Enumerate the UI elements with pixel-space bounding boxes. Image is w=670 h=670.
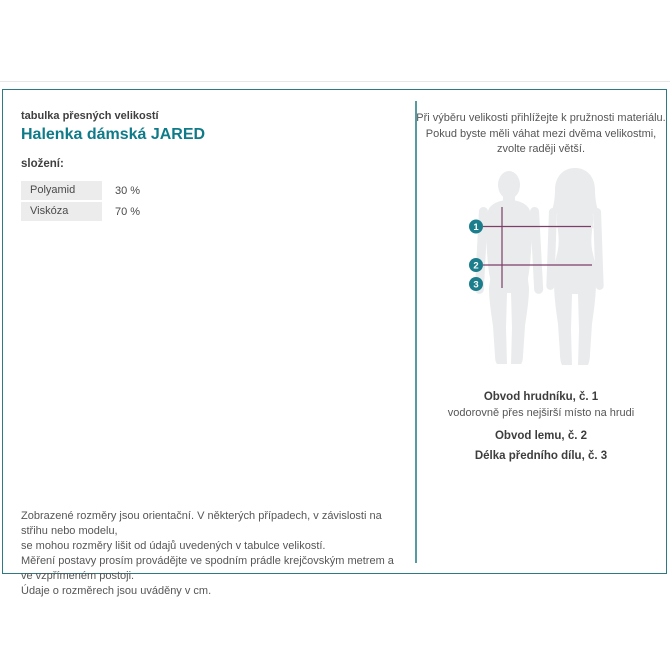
size-advice-text: [416, 111, 666, 158]
material-name-cell: Viskóza: [21, 202, 102, 221]
composition-heading: složení:: [21, 158, 64, 170]
male-silhouette: [475, 171, 544, 364]
category-label: tabulka přesných velikostí: [21, 110, 159, 122]
front-length-measure-label: Délka předního dílu, č. 3: [474, 450, 608, 462]
size-advice-line: zvolte raději větší.: [496, 143, 586, 155]
measurement-column: [416, 90, 666, 573]
female-silhouette: [546, 168, 604, 365]
footnote-line: Měření postavy prosím provádějte ve spodním prádle krejčovským metrem a ve vzpřímeném postoji.: [21, 555, 394, 582]
size-advice-line: Pokud byste měli váhat mezi dvěma velikostmi,: [425, 127, 657, 140]
measurement-labels: [416, 391, 666, 462]
product-title: Halenka dámská JARED: [21, 126, 206, 143]
material-name-cell: Polyamid: [21, 181, 102, 200]
hem-measure-label: Obvod lemu, č. 2: [494, 430, 588, 442]
marker-3-number: 3: [473, 279, 479, 291]
chest-measure-sublabel: vodorovně přes nejširší místo na hrudi: [447, 407, 635, 419]
material-percent-value: 70 %: [115, 205, 141, 218]
top-divider-rule: [0, 81, 670, 82]
footnote-line: Zobrazené rozměry jsou orientační. V některých případech, v závislosti na střihu nebo modelu,: [21, 510, 382, 537]
size-chart-panel: [2, 89, 667, 597]
body-measurement-diagram: [441, 160, 670, 380]
composition-row: [21, 202, 361, 221]
size-advice-line: Při výběru velikosti přihlížejte k pružnosti materiálu.: [416, 112, 666, 124]
footnote-text: [21, 509, 401, 599]
marker-2-number: 2: [473, 260, 479, 272]
footnote-line: se mohou rozměry lišit od údajů uvedených v tabulce velikostí.: [21, 540, 326, 552]
silhouettes-figure: [441, 160, 670, 380]
chest-measure-label: Obvod hrudníku, č. 1: [483, 391, 599, 403]
composition-row: [21, 181, 361, 200]
footnote-line: Údaje o rozměrech jsou uváděny v cm.: [21, 585, 212, 597]
composition-table: [21, 181, 361, 223]
material-percent-value: 30 %: [115, 184, 141, 197]
marker-1-number: 1: [473, 222, 479, 233]
